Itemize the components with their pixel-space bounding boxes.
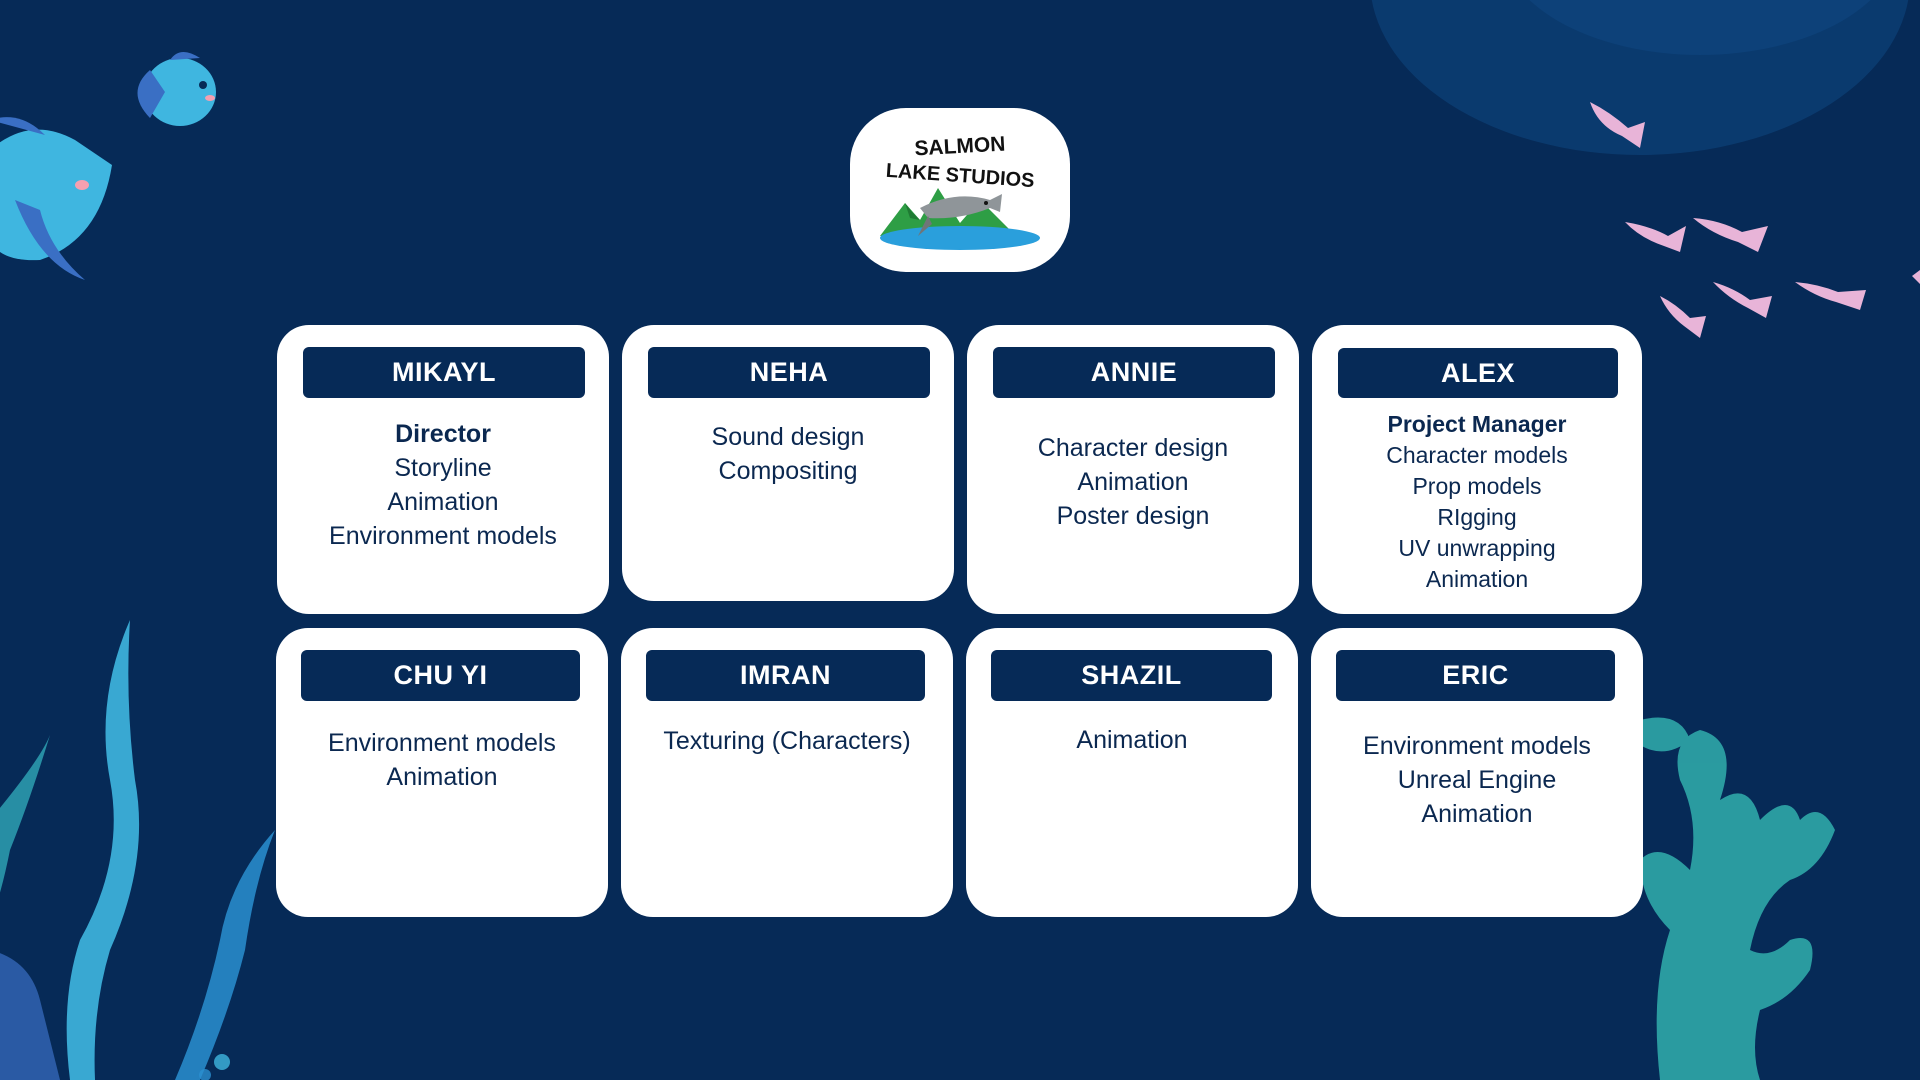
role-item: Compositing — [718, 457, 858, 485]
role-item: Animation — [1425, 566, 1529, 592]
team-card-alex — [1312, 325, 1642, 614]
member-roles — [1312, 409, 1642, 595]
role-item: RIgging — [1437, 504, 1517, 530]
member-roles — [277, 417, 609, 553]
member-name: ANNIE — [993, 347, 1275, 398]
blue-fish-small-icon — [138, 52, 217, 126]
member-roles — [1311, 729, 1643, 831]
member-name: SHAZIL — [991, 650, 1272, 701]
member-name: CHU YI — [301, 650, 580, 701]
role-item: Animation — [1421, 800, 1533, 828]
logo-text-line2: LAKE STUDIOS — [885, 159, 1036, 193]
member-name: ERIC — [1336, 650, 1615, 701]
member-name: IMRAN — [646, 650, 925, 701]
role-item: Animation — [1077, 468, 1189, 496]
role-item: Environment models — [329, 522, 557, 550]
team-card-eric — [1311, 628, 1643, 917]
role-item: Character design — [1037, 434, 1229, 462]
member-name: MIKAYL — [303, 347, 585, 398]
role-item: Animation — [1076, 726, 1188, 754]
role-item: Environment models — [328, 729, 556, 757]
member-name: ALEX — [1338, 348, 1618, 398]
role-item: Character models — [1386, 442, 1568, 468]
role-item: Unreal Engine — [1397, 766, 1557, 794]
lead-role: Director — [395, 420, 491, 448]
role-item: Storyline — [394, 454, 492, 482]
role-item: Texturing (Characters) — [663, 727, 911, 755]
member-roles — [621, 724, 953, 758]
member-roles — [276, 726, 608, 794]
lead-role: Project Manager — [1387, 411, 1567, 437]
team-card-chu-yi — [276, 628, 608, 917]
role-item: Prop models — [1412, 473, 1542, 499]
salmon-lake-studios-logo-icon — [850, 108, 1070, 272]
coral-right-icon — [1640, 718, 1835, 1080]
role-item: Sound design — [711, 423, 865, 451]
member-name: NEHA — [648, 347, 930, 398]
team-card-shazil — [966, 628, 1298, 917]
role-item: Animation — [386, 763, 498, 791]
role-item: UV unwrapping — [1398, 535, 1556, 561]
member-roles — [622, 420, 954, 488]
logo-text-line1: SALMON — [913, 132, 1006, 161]
team-card-annie — [967, 325, 1299, 614]
team-card-mikayl — [277, 325, 609, 614]
role-item: Poster design — [1056, 502, 1210, 530]
team-card-imran — [621, 628, 953, 917]
role-item: Environment models — [1363, 732, 1591, 760]
seaweed-left-icon — [0, 620, 275, 1080]
blue-fish-large-icon — [0, 117, 112, 280]
studio-logo — [850, 108, 1070, 272]
role-item: Animation — [387, 488, 499, 516]
team-card-neha — [622, 325, 954, 601]
member-roles — [967, 431, 1299, 533]
member-roles — [966, 723, 1298, 757]
